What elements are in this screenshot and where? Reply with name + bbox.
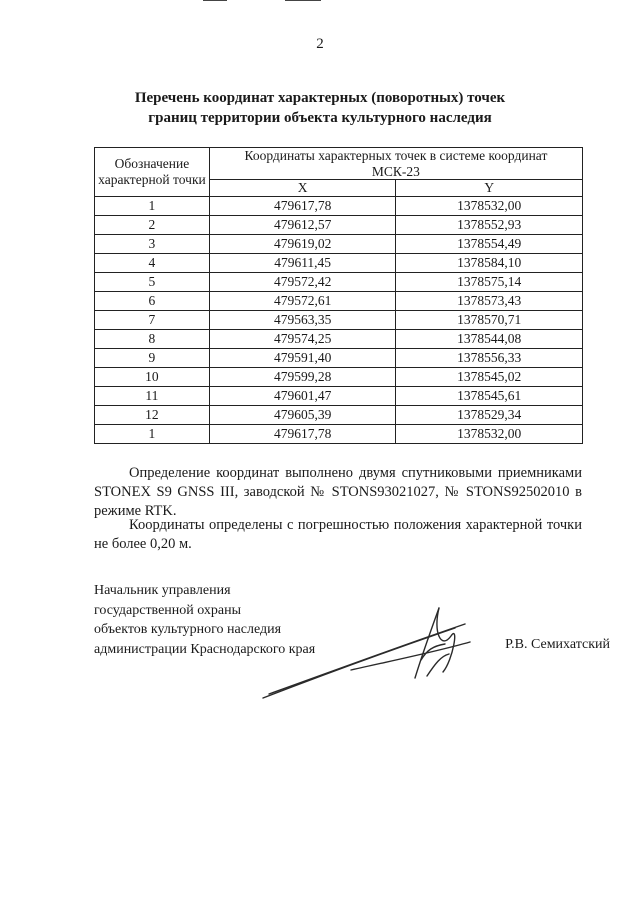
cell-x: 479617,78: [209, 424, 396, 443]
cell-point: 4: [95, 253, 210, 272]
table-row: [95, 405, 583, 424]
cell-x: 479612,57: [209, 215, 396, 234]
cell-point: 7: [95, 310, 210, 329]
cell-point: 8: [95, 329, 210, 348]
table-row: [95, 291, 583, 310]
cell-point: 10: [95, 367, 210, 386]
document-title: [0, 88, 640, 128]
title-line-1: Перечень координат характерных (поворотных) точек: [134, 90, 506, 106]
table-row: [95, 348, 583, 367]
cell-y: 1378545,61: [396, 386, 583, 405]
cell-point: 2: [95, 215, 210, 234]
cell-point: 6: [95, 291, 210, 310]
cell-x: 479574,25: [209, 329, 396, 348]
cell-y: 1378545,02: [396, 367, 583, 386]
cell-point: 9: [95, 348, 210, 367]
table-row: [95, 310, 583, 329]
cell-point: 1: [95, 196, 210, 215]
position-line: государственной охраны: [94, 602, 242, 618]
table-row: [95, 234, 583, 253]
paragraph-method: Определение координат выполнено двумя спутниковыми приемниками STONEX S9 GNSS III, заводской № STONS93021027, № STONS92502010 в режиме RTK.: [94, 465, 582, 519]
cell-y: 1378556,33: [396, 348, 583, 367]
cell-y: 1378584,10: [396, 253, 583, 272]
coordinates-table: [94, 147, 583, 444]
table-row: [95, 386, 583, 405]
cell-y: 1378529,34: [396, 405, 583, 424]
cell-x: 479605,39: [209, 405, 396, 424]
cell-x: 479572,42: [209, 272, 396, 291]
cell-x: 479601,47: [209, 386, 396, 405]
cell-point: 5: [95, 272, 210, 291]
scan-edge-line: [203, 0, 227, 1]
header-y: Y: [396, 180, 583, 197]
cell-point: 11: [95, 386, 210, 405]
header-point: Обозначение характерной точки: [95, 148, 210, 197]
cell-point: 1: [95, 424, 210, 443]
signatory-name: Р.В. Семихатский: [505, 637, 610, 652]
cell-y: 1378544,08: [396, 329, 583, 348]
cell-x: 479599,28: [209, 367, 396, 386]
handwritten-signature: [255, 600, 475, 710]
cell-y: 1378532,00: [396, 196, 583, 215]
table-row: [95, 272, 583, 291]
cell-y: 1378532,00: [396, 424, 583, 443]
position-line: администрации Краснодарского края: [94, 641, 316, 657]
cell-x: 479619,02: [209, 234, 396, 253]
header-coords: [209, 148, 582, 180]
cell-x: 479591,40: [209, 348, 396, 367]
cell-point: 3: [95, 234, 210, 253]
cell-y: 1378554,49: [396, 234, 583, 253]
cell-x: 479617,78: [209, 196, 396, 215]
title-line-2: границ территории объекта культурного наследия: [148, 110, 492, 126]
cell-y: 1378570,71: [396, 310, 583, 329]
cell-x: 479563,35: [209, 310, 396, 329]
cell-y: 1378552,93: [396, 215, 583, 234]
table-row: [95, 215, 583, 234]
position-line: Начальник управления: [94, 583, 231, 598]
header-coords-line-2: МСК-23: [371, 163, 420, 179]
cell-x: 479572,61: [209, 291, 396, 310]
cell-x: 479611,45: [209, 253, 396, 272]
table-row: [95, 367, 583, 386]
header-coords-line-1: Координаты характерных точек в системе координат: [244, 148, 548, 163]
cell-point: 12: [95, 405, 210, 424]
paragraph-accuracy: Координаты определены с погрешностью положения характерной точки не более 0,20 м.: [94, 517, 582, 552]
table-row: [95, 329, 583, 348]
page-number: 2: [316, 36, 324, 52]
cell-y: 1378573,43: [396, 291, 583, 310]
table-row: [95, 253, 583, 272]
table-row: [95, 196, 583, 215]
cell-y: 1378575,14: [396, 272, 583, 291]
table-row: [95, 424, 583, 443]
scan-edge-line: [285, 0, 321, 1]
position-line: объектов культурного наследия: [94, 622, 282, 637]
coordinates-table-body: [95, 196, 583, 443]
header-x: X: [209, 180, 396, 197]
